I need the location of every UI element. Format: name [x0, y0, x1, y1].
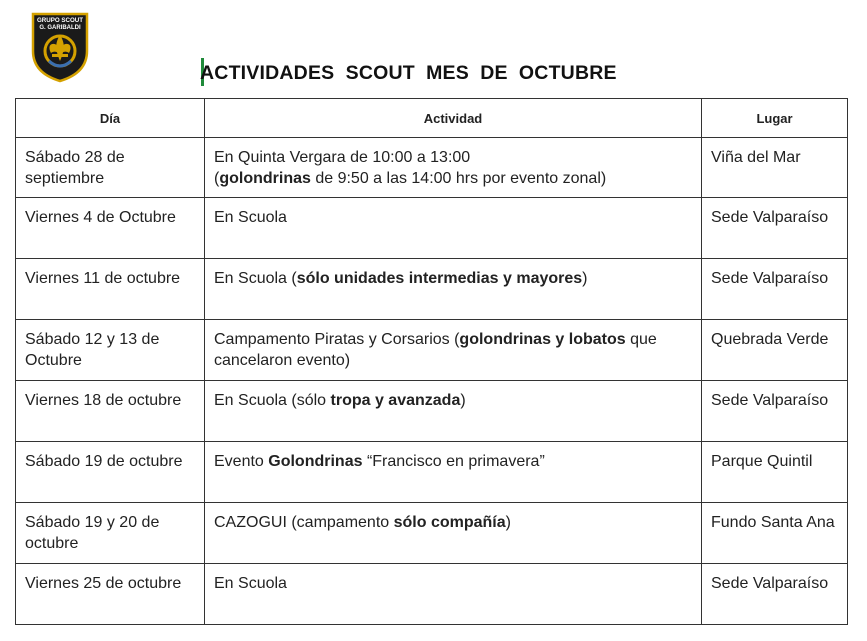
day-cell: Viernes 11 de octubre	[16, 259, 205, 320]
activity-text: de 9:50 a las 14:00 hrs por evento zonal)	[310, 170, 607, 187]
activity-cell	[205, 259, 702, 320]
header-day: Día	[16, 99, 205, 138]
place-cell: Fundo Santa Ana	[702, 503, 848, 564]
table-row	[16, 442, 848, 503]
day-cell: Viernes 4 de Octubre	[16, 198, 205, 259]
table-row	[16, 320, 848, 381]
activity-text: )	[505, 514, 511, 531]
table-row	[16, 564, 848, 625]
header-place: Lugar	[702, 99, 848, 138]
activity-text: En Scuola	[214, 209, 287, 226]
activity-text: Evento	[214, 453, 269, 470]
place-cell: Sede Valparaíso	[702, 259, 848, 320]
page-title: ACTIVIDADES SCOUT MES DE OCTUBRE	[200, 62, 617, 84]
activity-cell	[205, 503, 702, 564]
activity-highlight: sólo compañía	[393, 514, 506, 531]
activity-cell	[205, 138, 702, 198]
place-cell: Quebrada Verde	[702, 320, 848, 381]
table-row	[16, 503, 848, 564]
table-header-row	[16, 99, 848, 138]
activity-highlight: sólo unidades intermedias y mayores	[296, 270, 583, 287]
logo-text-line1: GRUPO SCOUT	[36, 17, 84, 24]
activity-text: CAZOGUI (campamento	[214, 514, 394, 531]
activity-cell	[205, 442, 702, 503]
activity-text: (	[214, 170, 220, 187]
day-cell: Sábado 28 de septiembre	[16, 138, 205, 198]
activity-text: Campamento Piratas y Corsarios (	[214, 331, 460, 348]
activity-text: En Scuola	[214, 575, 287, 592]
activity-text: En Scuola (	[214, 270, 297, 287]
day-cell: Viernes 25 de octubre	[16, 564, 205, 625]
place-cell: Parque Quintil	[702, 442, 848, 503]
activity-highlight: Golondrinas	[268, 453, 363, 470]
place-cell: Sede Valparaíso	[702, 564, 848, 625]
activities-table	[15, 98, 848, 625]
table-row	[16, 259, 848, 320]
day-cell: Sábado 12 y 13 de Octubre	[16, 320, 205, 381]
activity-cell	[205, 320, 702, 381]
place-cell: Viña del Mar	[702, 138, 848, 198]
activity-cell	[205, 564, 702, 625]
activity-highlight: tropa y avanzada	[330, 392, 461, 409]
activity-text: “Francisco en primavera”	[362, 453, 545, 470]
place-cell: Sede Valparaíso	[702, 381, 848, 442]
activity-highlight: golondrinas y lobatos	[459, 331, 626, 348]
scout-logo-icon	[30, 11, 90, 83]
place-cell: Sede Valparaíso	[702, 198, 848, 259]
activity-text: que cancelaron evento)	[214, 331, 657, 369]
activity-cell	[205, 381, 702, 442]
header-activity: Actividad	[205, 99, 702, 138]
activity-highlight: golondrinas	[219, 170, 311, 187]
table-row	[16, 381, 848, 442]
activity-text: En Quinta Vergara de 10:00 a 13:00	[214, 149, 471, 166]
activity-cell	[205, 198, 702, 259]
table-row	[16, 198, 848, 259]
day-cell: Viernes 18 de octubre	[16, 381, 205, 442]
activity-text: En Scuola (sólo	[214, 392, 331, 409]
activity-text: )	[460, 392, 466, 409]
table-row	[16, 138, 848, 198]
logo-text-line2: G. GARIBALDI	[39, 25, 81, 31]
day-cell: Sábado 19 y 20 de octubre	[16, 503, 205, 564]
activity-text: )	[582, 270, 588, 287]
day-cell: Sábado 19 de octubre	[16, 442, 205, 503]
